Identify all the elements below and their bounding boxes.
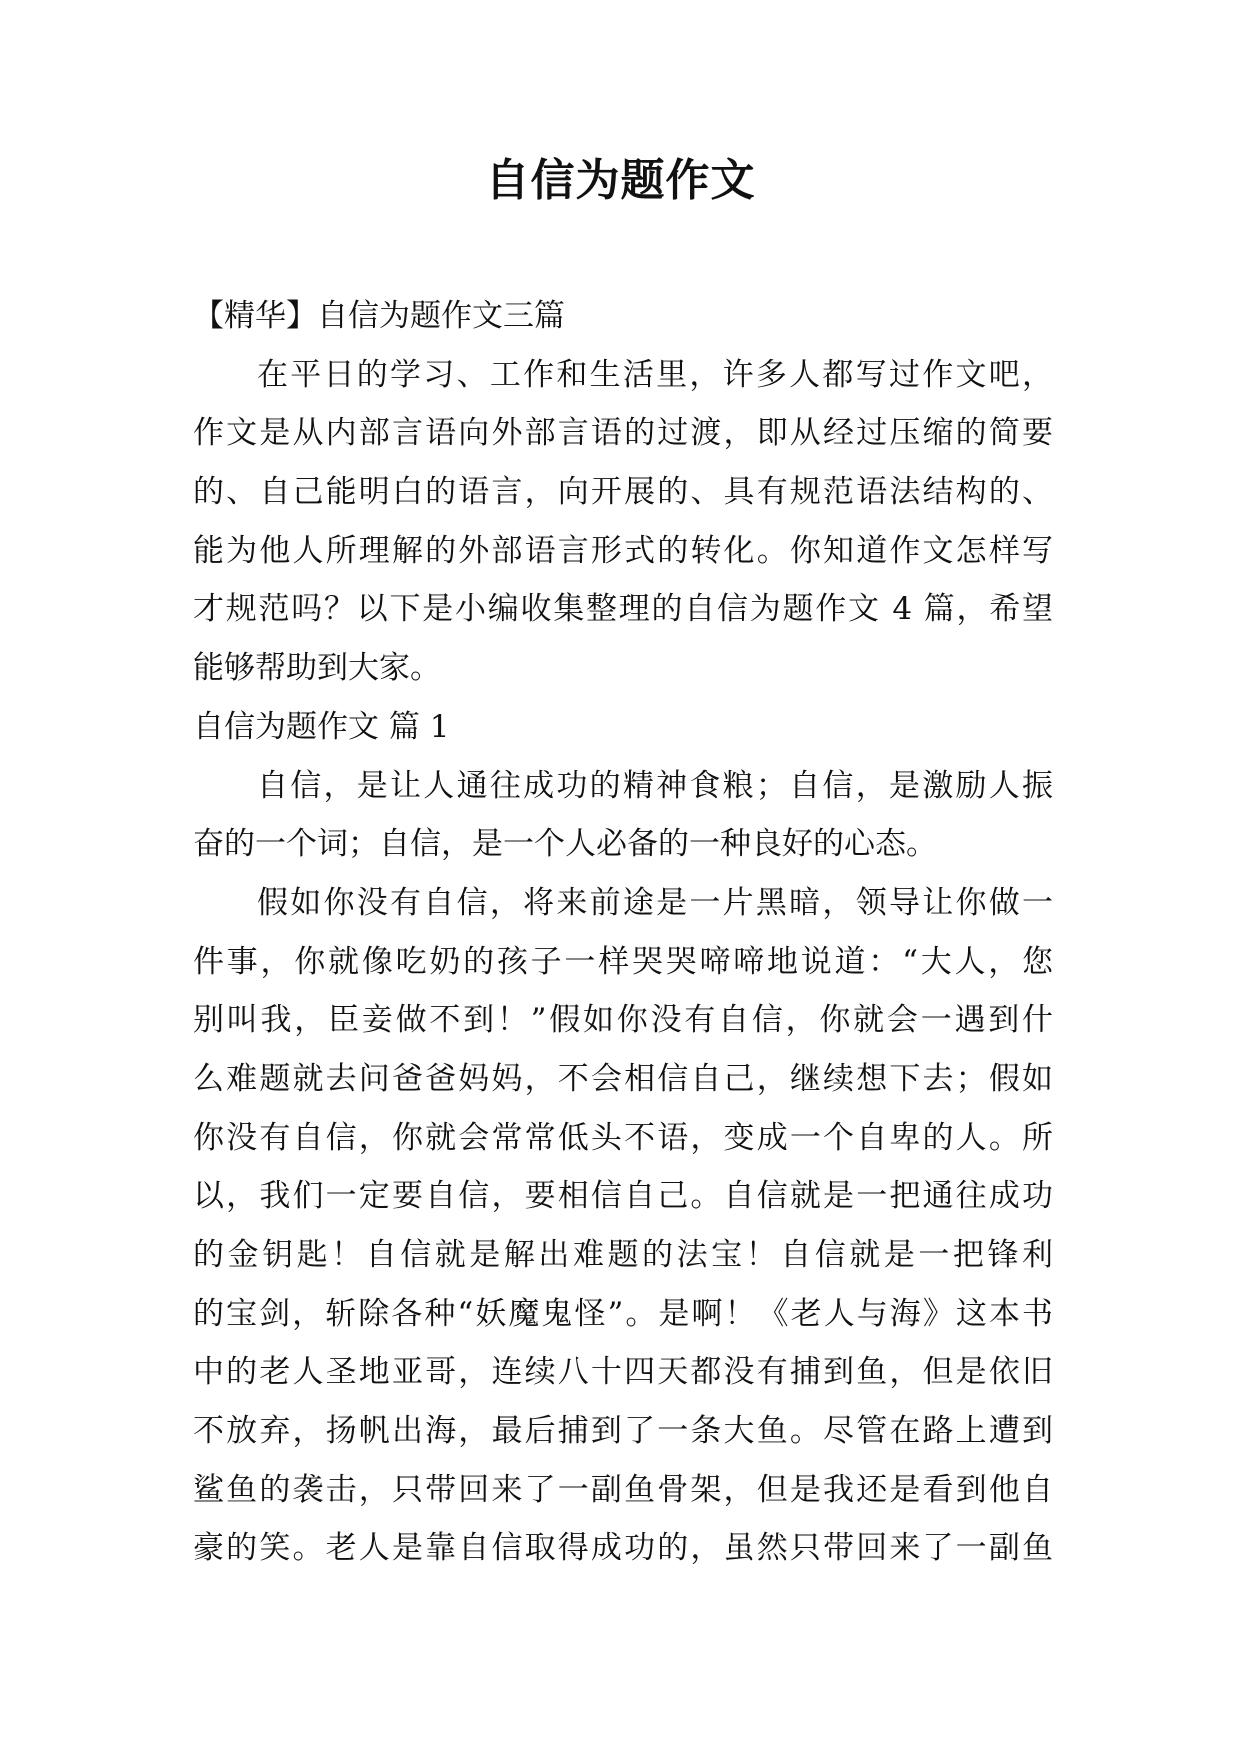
paragraph-line: 你没有自信，你就会常常低头不语，变成一个自卑的人。所 <box>193 1119 1053 1156</box>
paragraph-line: 件事，你就像吃奶的孩子一样哭哭啼啼地说道：“大人，您 <box>193 943 1053 980</box>
paragraph-line: 假如你没有自信，将来前途是一片黑暗，领导让你做一 <box>257 884 1053 921</box>
document-body <box>193 287 1053 1578</box>
paragraph-line: 豪的笑。老人是靠自信取得成功的，虽然只带回来了一副鱼 <box>193 1530 1053 1567</box>
paragraph-line: 的宝剑，斩除各种“妖魔鬼怪”。是啊！《老人与海》这本书 <box>193 1295 1053 1332</box>
paragraph-line: 不放弃，扬帆出海，最后捕到了一条大鱼。尽管在路上遭到 <box>193 1413 1053 1450</box>
paragraph-line: 别叫我，臣妾做不到！”假如你没有自信，你就会一遇到什 <box>193 1002 1053 1039</box>
paragraph-line: 自信，是让人通往成功的精神食粮；自信，是激励人振 <box>257 767 1053 804</box>
paragraph-line: 奋的一个词；自信，是一个人必备的一种良好的心态。 <box>193 826 937 863</box>
paragraph-line: 么难题就去问爸爸妈妈，不会相信自己，继续想下去；假如 <box>193 1060 1053 1097</box>
paragraph-line: 能够帮助到大家。 <box>193 650 441 687</box>
subtitle-line: 【精华】自信为题作文三篇 <box>193 298 565 334</box>
paragraph-line: 鲨鱼的袭击，只带回来了一副鱼骨架，但是我还是看到他自 <box>193 1471 1053 1508</box>
paragraph-line: 以，我们一定要自信，要相信自己。自信就是一把通往成功 <box>193 1178 1053 1215</box>
document-title: 自信为题作文 <box>485 155 756 206</box>
paragraph-line: 的金钥匙！自信就是解出难题的法宝！自信就是一把锋利 <box>193 1237 1053 1273</box>
paragraph-line: 在平日的学习、工作和生活里，许多人都写过作文吧， <box>257 356 1053 393</box>
paragraph-line: 能为他人所理解的外部语言形式的转化。你知道作文怎样写 <box>193 532 1053 569</box>
paragraph-line: 中的老人圣地亚哥，连续八十四天都没有捕到鱼，但是依旧 <box>193 1354 1053 1391</box>
paragraph-line: 作文是从内部言语向外部言语的过渡，即从经过压缩的简要 <box>193 415 1053 452</box>
section-heading: 自信为题作文 篇 1 <box>193 708 450 745</box>
paragraph-line: 才规范吗？以下是小编收集整理的自信为题作文 4 篇，希望 <box>193 591 1053 628</box>
paragraph-line: 的、自己能明白的语言，向开展的、具有规范语法结构的、 <box>193 474 1053 511</box>
